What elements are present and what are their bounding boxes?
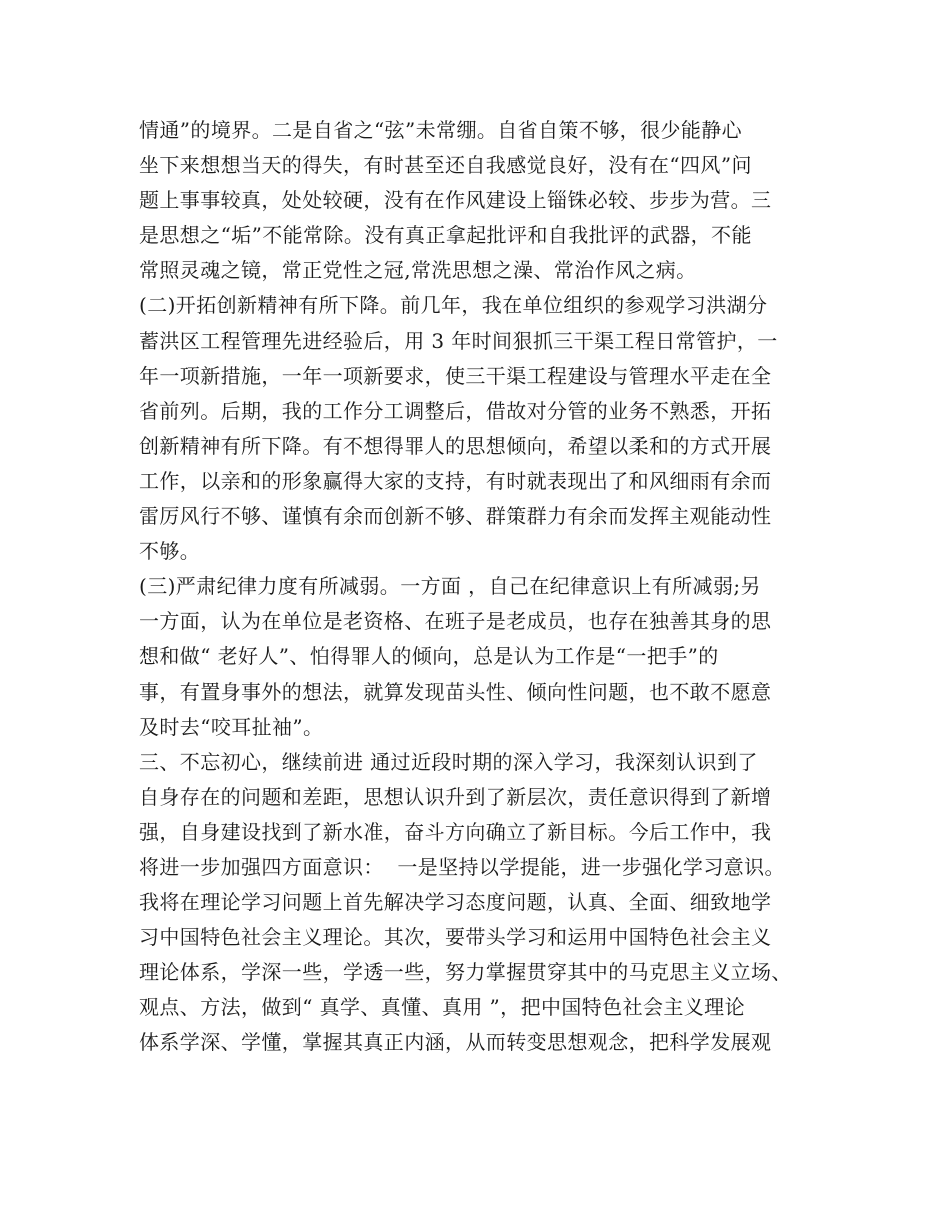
text-line: 常照灵魂之镜，常正党性之冠,常洗思想之澡、常治作风之病。 [139,258,697,283]
text-line: (二)开拓创新精神有所下降。前几年，我在单位组织的参观学习洪湖分 [139,293,768,318]
text-line: 创新精神有所下降。有不想得罪人的思想倾向，希望以柔和的方式开展 [139,433,772,458]
text-line: 我将在理论学习问题上首先解决学习态度问题，认真、全面、细致地学 [139,890,772,915]
text-line: 自身存在的问题和差距，思想认识升到了新层次，责任意识得到了新增 [139,784,772,809]
text-line: 想和做“ 老好人”、怕得罪人的倾向，总是认为工作是“一把手”的 [139,644,719,669]
text-line: 一方面，认为在单位是老资格、在班子是老成员，也存在独善其身的思 [139,609,772,634]
text-line: 强，自身建设找到了新水准，奋斗方向确立了新目标。今后工作中，我 [139,819,772,844]
text-line: 是思想之“垢”不能常除。没有真正拿起批评和自我批评的武器，不能 [139,223,752,248]
text-line: 省前列。后期，我的工作分工调整后，借故对分管的业务不熟悉，开拓 [139,398,772,423]
text-line: 坐下来想想当天的得失，有时甚至还自我感觉良好，没有在“四风”问 [139,153,752,178]
text-line: 观点、方法，做到“ 真学、真懂、真用 ”，把中国特色社会主义理论 [139,995,745,1020]
text-line: 情通”的境界。二是自省之“弦”未常绷。自省自策不够，很少能静心 [139,118,743,142]
text-line: 将进一步加强四方面意识： 一是坚持以学提能，进一步强化学习意识。 [139,854,785,879]
text-line: (三)严肃纪律力度有所减弱。一方面 ，自己在纪律意识上有所减弱;另 [139,574,761,599]
text-line: 三、不忘初心，继续前进 通过近段时期的深入学习，我深刻认识到了 [139,749,758,774]
text-line: 事，有置身事外的想法，就算发现苗头性、倾向性问题，也不敢不愿意 [139,679,772,704]
text-line: 年一项新措施，一年一项新要求，使三干渠工程建设与管理水平走在全 [139,363,772,388]
text-line: 及时去“咬耳扯袖”。 [139,714,324,739]
text-line: 习中国特色社会主义理论。其次，要带头学习和运用中国特色社会主义 [139,925,772,950]
text-line: 题上事事较真，处处较硬，没有在作风建设上锱铢必较、步步为营。三 [139,188,772,213]
text-line: 蓄洪区工程管理先进经验后，用 3 年时间狠抓三干渠工程日常管护，一 [139,328,778,353]
document-body [139,113,829,1061]
text-line: 体系学深、学懂，掌握其真正内涵，从而转变思想观念，把科学发展观 [139,1030,772,1055]
text-line: 不够。 [139,539,201,564]
text-line: 理论体系，学深一些，学透一些，努力掌握贯穿其中的马克思主义立场、 [139,960,792,985]
text-line: 雷厉风行不够、谨慎有余而创新不够、群策群力有余而发挥主观能动性 [139,504,772,529]
text-line: 工作，以亲和的形象赢得大家的支持，有时就表现出了和风细雨有余而 [139,468,772,493]
